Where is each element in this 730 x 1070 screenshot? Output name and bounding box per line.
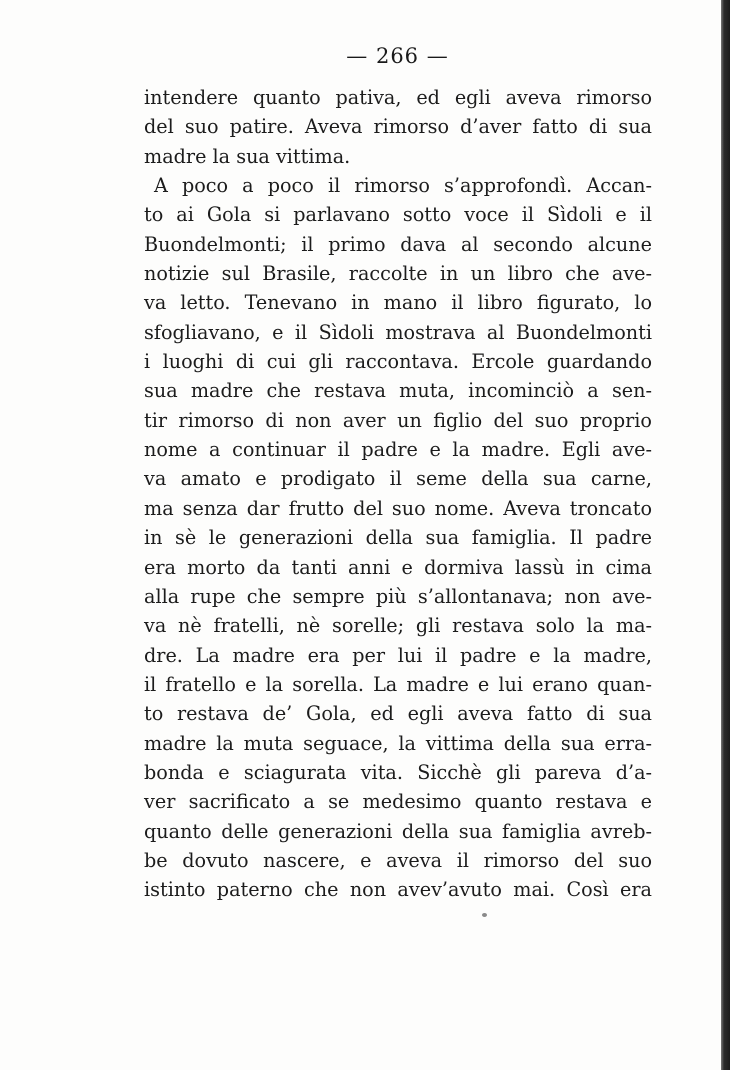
text-line: intendere quanto pativa, ed egli aveva rimorso [144,86,652,109]
page-edge-shadow [721,0,730,1070]
ink-speck [482,913,487,917]
text-line: dre. La madre era per lui il padre e la madre, [144,643,652,667]
text-line: sfogliavano, e il Sìdoli mostrava al Buondelmonti [144,320,652,344]
text-line: to restava de’ Gola, ed egli aveva fatto di sua [144,702,652,726]
text-line: va letto. Tenevano in mano il libro figurato, lo [144,291,652,315]
text-line: alla rupe che sempre più s’allontanava; non ave- [144,584,652,608]
text-line: istinto paterno che non avev’avuto mai. Così era [144,878,652,902]
text-line: era morto da tanti anni e dormiva lassù in cima [144,555,652,579]
text-line: A poco a poco il rimorso s’approfondì. Accan- [154,174,652,198]
text-line: sua madre che restava muta, incominciò a sen- [144,379,652,403]
text-line: Buondelmonti; il primo dava al secondo alcune [144,232,652,256]
text-line: to ai Gola si parlavano sotto voce il Sìdoli e il [144,203,652,227]
text-line: madre la muta seguace, la vittima della sua erra- [144,731,652,755]
text-line: va amato e prodigato il seme della sua carne, [144,467,652,491]
text-line: i luoghi di cui gli raccontava. Ercole guardando [144,350,652,374]
text-line: va nè fratelli, nè sorelle; gli restava solo la ma- [144,614,652,638]
text-line: madre la sua vittima. [144,144,351,168]
text-line: be dovuto nascere, e aveva il rimorso del suo [144,848,652,872]
text-line: notizie sul Brasile, raccolte in un libro che ave- [144,262,652,286]
text-line: ver sacrificato a se medesimo quanto restava e [144,790,652,814]
page-number: — 266 — [346,44,449,68]
text-line: nome a continuar il padre e la madre. Egli ave- [144,438,652,462]
text-line: quanto delle generazioni della sua famiglia avreb- [144,819,652,843]
text-line: ma senza dar frutto del suo nome. Aveva troncato [144,496,652,520]
text-line: tir rimorso di non aver un figlio del suo proprio [144,408,652,432]
text-line: del suo patire. Aveva rimorso d’aver fatto di sua [144,115,652,139]
text-line: in sè le generazioni della sua famiglia. Il padre [144,526,652,550]
text-line: il fratello e la sorella. La madre e lui erano quan- [144,672,652,696]
text-line: bonda e sciagurata vita. Sicchè gli pareva d’a- [144,760,652,784]
body-text [144,83,652,905]
